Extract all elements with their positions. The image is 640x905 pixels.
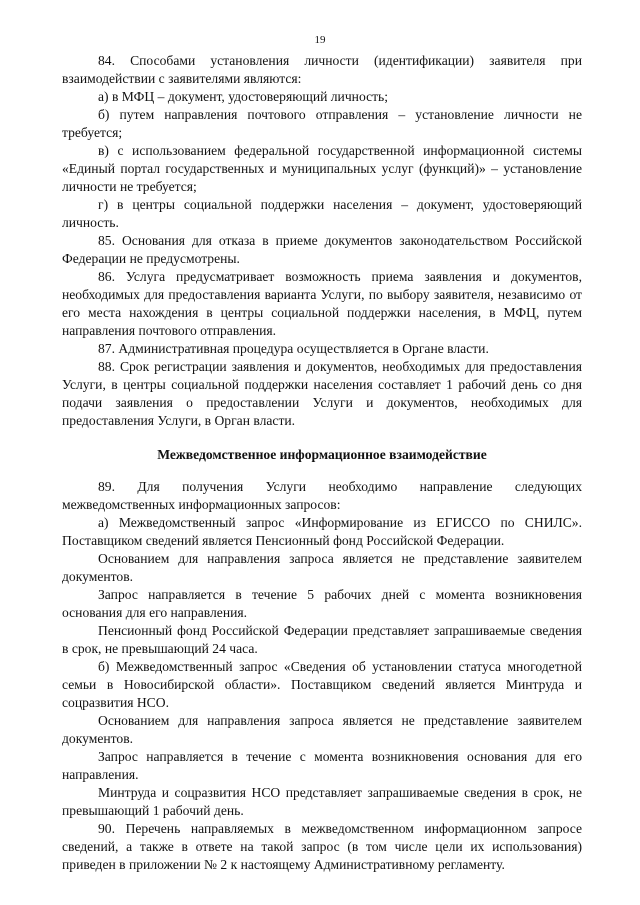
paragraph-86: 86. Услуга предусматривает возможность приема заявления и документов, необходимых для предоставления варианта Услуги, по выбору заявителя, независимо от его места нахождения в центры социальной поддержки населения, в МФЦ, путем направления почтового отправления.: [62, 269, 582, 338]
paragraph-84-v: в) с использованием федеральной государственной информационной системы «Единый портал государственных и муниципальных услуг (функций)» – установление личности не требуется;: [62, 143, 582, 194]
paragraph-87: 87. Административная процедура осуществляется в Органе власти.: [98, 341, 489, 356]
paragraph-89-a-basis: Основанием для направления запроса является не представление заявителем документов.: [62, 551, 582, 584]
paragraph-84-a: а) в МФЦ – документ, удостоверяющий личность;: [98, 89, 389, 104]
paragraph-89: 89. Для получения Услуги необходимо направление следующих межведомственных информационных запросов:: [62, 479, 582, 512]
document-body: [62, 52, 582, 874]
paragraph-90: 90. Перечень направляемых в межведомственном информационном запросе сведений, а также в ответе на такой запрос (в том числе цели их использования) приведен в приложении № 2 к настоящему Административному регламенту.: [62, 821, 582, 872]
paragraph-85: 85. Основания для отказа в приеме документов законодательством Российской Федерации не предусмотрены.: [62, 233, 582, 266]
paragraph-89-a-response: Пенсионный фонд Российской Федерации представляет запрашиваемые сведения в срок, не превышающий 24 часа.: [62, 623, 582, 656]
page-number: 19: [314, 34, 326, 46]
paragraph-84: 84. Способами установления личности (идентификации) заявителя при взаимодействии с заявителями являются:: [62, 53, 582, 86]
paragraph-89-a: а) Межведомственный запрос «Информирование из ЕГИССО по СНИЛС». Поставщиком сведений является Пенсионный фонд Российской Федерации.: [62, 515, 582, 548]
paragraph-89-b-term: Запрос направляется в течение с момента возникновения основания для его направления.: [62, 749, 582, 782]
paragraph-84-b: б) путем направления почтового отправления – установление личности не требуется;: [62, 107, 582, 140]
paragraph-89-a-term: Запрос направляется в течение 5 рабочих дней с момента возникновения основания для его направления.: [62, 587, 582, 620]
paragraph-89-b-response: Минтруда и соцразвития НСО представляет запрашиваемые сведения в срок, не превышающий 1 рабочий день.: [62, 785, 582, 818]
paragraph-89-b-basis: Основанием для направления запроса является не представление заявителем документов.: [62, 713, 582, 746]
paragraph-89-b: б) Межведомственный запрос «Сведения об установлении статуса многодетной семьи в Новосибирской области». Поставщиком сведений является Минтруда и соцразвития НСО.: [62, 659, 582, 710]
paragraph-88: 88. Срок регистрации заявления и документов, необходимых для предоставления Услуги, в центры социальной поддержки населения составляет 1 рабочий день со дня подачи заявления о предоставлении Услуги и документов, необходимых для предоставления Услуги, в Орган власти.: [62, 359, 582, 428]
section-heading: Межведомственное информационное взаимодействие: [157, 447, 487, 462]
paragraph-84-g: г) в центры социальной поддержки населения – документ, удостоверяющий личность.: [62, 197, 582, 230]
